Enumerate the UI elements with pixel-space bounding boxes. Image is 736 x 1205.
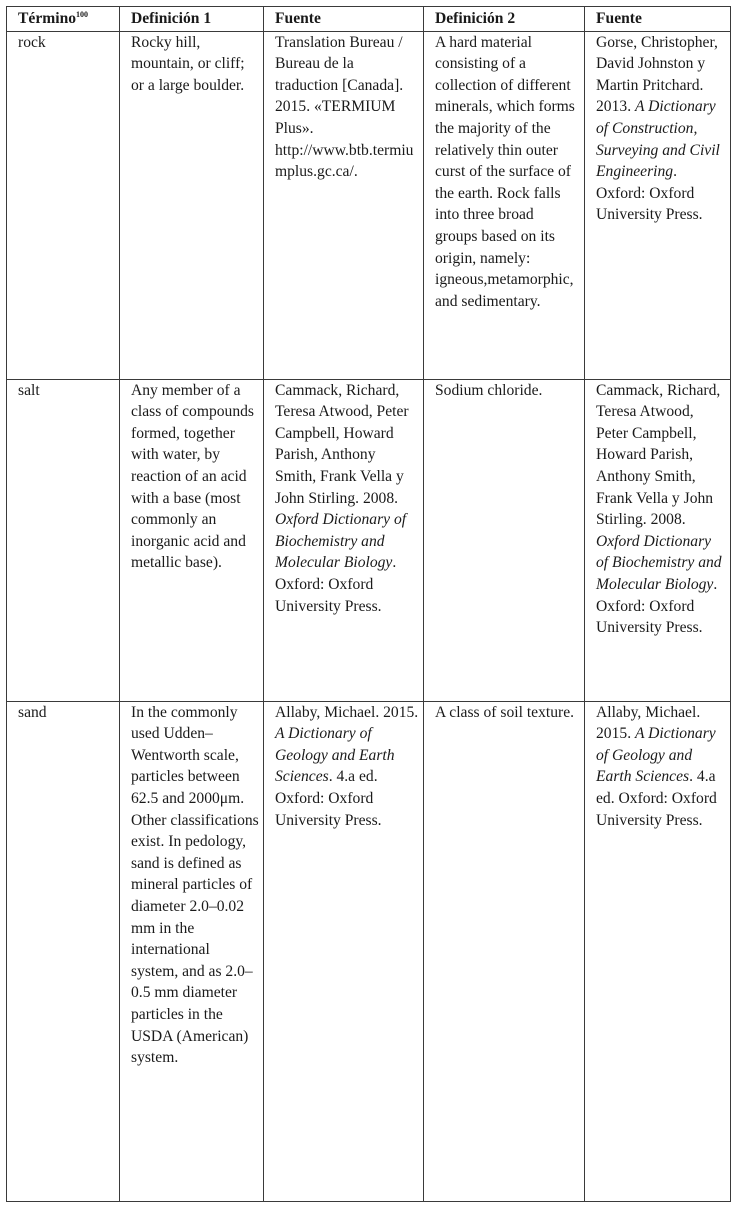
table-row bbox=[7, 379, 731, 701]
table-row bbox=[7, 701, 731, 1201]
header-term-label: Término bbox=[18, 10, 77, 27]
header-source-1: Fuente bbox=[264, 7, 424, 32]
table-header-row bbox=[7, 7, 731, 32]
header-term bbox=[7, 7, 120, 32]
source-text: Gorse, Christopher, David Johnston y Martin Pritchard. 2013. bbox=[596, 33, 718, 116]
definition-1-cell: Rocky hill, mountain, or cliff; or a large boulder. bbox=[120, 31, 264, 379]
document-page bbox=[6, 6, 730, 1202]
source-text-end: . Oxford: Oxford University Press. bbox=[275, 554, 397, 615]
source-text-end: . Oxford: Oxford University Press. bbox=[596, 163, 703, 224]
source-2-cell bbox=[585, 701, 731, 1201]
source-text: Cammack, Richard, Teresa Atwood, Peter Campbell, Howard Parish, Anthony Smith, Frank Vella y John Stirling. 2008. bbox=[596, 381, 721, 529]
source-title: Oxford Dictionary of Biochemistry and Molecular Biology bbox=[596, 532, 722, 593]
header-source-2: Fuente bbox=[585, 7, 731, 32]
definition-2-cell: A class of soil texture. bbox=[424, 701, 585, 1201]
term-cell: salt bbox=[7, 379, 120, 701]
source-text: Translation Bureau / Bureau de la traduction [Canada]. 2015. «TERMIUM Plus». http://www.btb.termiumplus.gc.ca/. bbox=[275, 33, 414, 181]
definition-2-cell: A hard material consisting of a collection of different minerals, which forms the majority of the relatively thin outer curst of the surface of the earth. Rock falls into three broad groups based on its origin, namely: igneous,metamorphic, and sedimentary. bbox=[424, 31, 585, 379]
source-1-cell bbox=[264, 31, 424, 379]
term-cell: sand bbox=[7, 701, 120, 1201]
header-definition-2: Definición 2 bbox=[424, 7, 585, 32]
source-title: A Dictionary of Geology and Earth Sciences bbox=[596, 725, 716, 786]
source-text-end: . 4.a ed. Oxford: Oxford University Press. bbox=[596, 768, 717, 829]
source-text-end: . Oxford: Oxford University Press. bbox=[596, 575, 718, 637]
source-1-cell bbox=[264, 701, 424, 1201]
source-1-cell bbox=[264, 379, 424, 701]
source-2-cell bbox=[585, 379, 731, 701]
definition-1-cell: In the commonly used Udden–Wentworth scale, particles between 62.5 and 2000μm. Other classifications exist. In pedology, sand is defined as mineral particles of diameter 2.0–0.02 mm in the international system, and as 2.0–0.5 mm diameter particles in the USDA (American) system. bbox=[120, 701, 264, 1201]
source-title: A Dictionary of Geology and Earth Sciences bbox=[275, 725, 395, 786]
definition-2-cell: Sodium chloride. bbox=[424, 379, 585, 701]
source-text: Cammack, Richard, Teresa Atwood, Peter Campbell, Howard Parish, Anthony Smith, Frank Vella y John Stirling. 2008. bbox=[275, 381, 409, 507]
footnote-ref: 100 bbox=[76, 10, 89, 19]
source-title: Oxford Dictionary of Biochemistry and Molecular Biology bbox=[275, 511, 407, 572]
header-definition-1: Definición 1 bbox=[120, 7, 264, 32]
table-row bbox=[7, 31, 731, 379]
source-text: Allaby, Michael. 2015. bbox=[275, 703, 419, 721]
source-2-cell bbox=[585, 31, 731, 379]
definition-1-cell: Any member of a class of compounds formed, together with water, by reaction of an acid with a base (most commonly an inorganic acid and metallic base). bbox=[120, 379, 264, 701]
source-title: A Dictionary of Construction, Surveying and Civil Engineering bbox=[596, 98, 720, 181]
source-text: Allaby, Michael. 2015. bbox=[596, 703, 701, 743]
term-cell: rock bbox=[7, 31, 120, 379]
glossary-table bbox=[6, 6, 731, 1202]
source-text-end: . 4.a ed. Oxford: Oxford University Press. bbox=[275, 768, 382, 829]
